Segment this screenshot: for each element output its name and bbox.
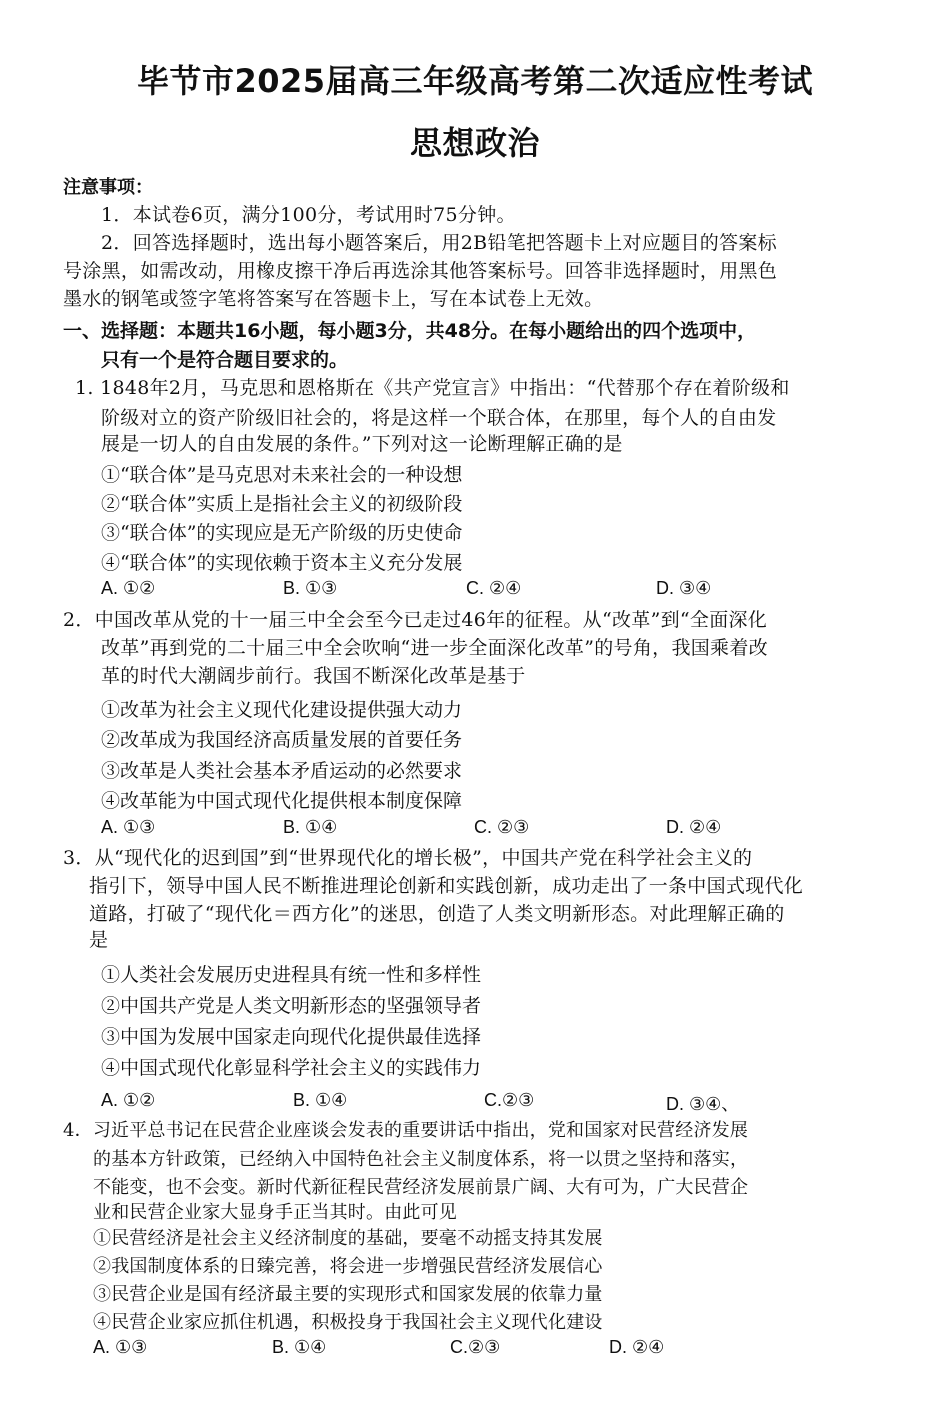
choice-d: D. ③④ bbox=[656, 578, 712, 598]
choice-d: D. ③④、 bbox=[666, 1094, 740, 1114]
statement-item: ③改革是人类社会基本矛盾运动的必然要求 bbox=[101, 760, 463, 782]
statement-item: ②我国制度体系的日臻完善，将会进一步增强民营经济发展信心 bbox=[93, 1256, 603, 1277]
question-stem: 不能变，也不会变。新时代新征程民营经济发展前景广阔、大有可为，广大民营企 bbox=[93, 1177, 749, 1198]
statement-item: ④民营企业家应抓住机遇，积极投身于我国社会主义现代化建设 bbox=[93, 1312, 603, 1333]
choice-b: B. ①③ bbox=[283, 578, 338, 598]
question-stem: 道路，打破了“现代化＝西方化”的迷思，创造了人类文明新形态。对此理解正确的 bbox=[89, 903, 785, 925]
choice-a: A. ①③ bbox=[93, 1337, 148, 1357]
choice-b: B. ①④ bbox=[272, 1337, 327, 1357]
notice-line: 墨水的钢笔或签字笔将答案写在答题卡上，写在本试卷上无效。 bbox=[63, 288, 604, 310]
choice-a: A. ①② bbox=[101, 578, 156, 598]
choice-d: D. ②④ bbox=[609, 1337, 665, 1357]
subject-title: 思想政治 bbox=[409, 124, 540, 162]
question-stem: 业和民营企业家大显身手正当其时。由此可见 bbox=[93, 1202, 457, 1223]
notice-heading: 注意事项： bbox=[63, 177, 153, 198]
question-stem: 是 bbox=[89, 929, 109, 951]
question-stem: 的基本方针政策，已经纳入中国特色社会主义制度体系，将一以贯之坚持和落实， bbox=[93, 1149, 749, 1170]
statement-item: ④中国式现代化彰显科学社会主义的实践伟力 bbox=[101, 1057, 482, 1079]
exam-title: 毕节市2025届高三年级高考第二次适应性考试 bbox=[136, 62, 814, 100]
question-stem: 阶级对立的资产阶级旧社会的，将是这样一个联合体，在那里，每个人的自由发 bbox=[101, 407, 777, 429]
choice-b: B. ①④ bbox=[283, 817, 338, 837]
notice-line: 号涂黑，如需改动，用橡皮擦干净后再选涂其他答案标号。回答非选择题时，用黑色 bbox=[63, 260, 778, 282]
choice-a: A. ①② bbox=[101, 1090, 156, 1110]
choice-c: C.②③ bbox=[450, 1337, 501, 1357]
statement-item: ③中国为发展中国家走向现代化提供最佳选择 bbox=[101, 1026, 482, 1048]
choice-c: C. ②④ bbox=[466, 578, 522, 598]
question-stem: 指引下，领导中国人民不断推进理论创新和实践创新，成功走出了一条中国式现代化 bbox=[89, 875, 804, 897]
section-heading: 一、选择题：本题共16小题，每小题3分，共48分。在每小题给出的四个选项中， bbox=[63, 320, 757, 342]
question-stem: 改革”再到党的二十届三中全会吹响“进一步全面深化改革”的号角，我国乘着改 bbox=[101, 637, 768, 659]
choice-c: C.②③ bbox=[484, 1090, 535, 1110]
statement-item: ①民营经济是社会主义经济制度的基础，要毫不动摇支持其发展 bbox=[93, 1228, 603, 1249]
statement-item: ②中国共产党是人类文明新形态的坚强领导者 bbox=[101, 995, 482, 1017]
question-stem: 4．习近平总书记在民营企业座谈会发表的重要讲话中指出，党和国家对民营经济发展 bbox=[63, 1120, 749, 1141]
statement-item: ④改革能为中国式现代化提供根本制度保障 bbox=[101, 790, 463, 812]
question-stem: 展是一切人的自由发展的条件。”下列对这一论断理解正确的是 bbox=[101, 433, 623, 455]
statement-item: ③“联合体”的实现应是无产阶级的历史使命 bbox=[101, 522, 463, 544]
statement-item: ①“联合体”是马克思对未来社会的一种设想 bbox=[101, 464, 463, 486]
choice-b: B. ①④ bbox=[293, 1090, 348, 1110]
question-stem: 1. 1848年2月，马克思和恩格斯在《共产党宣言》中指出：“代替那个存在着阶级和 bbox=[75, 377, 790, 399]
question-stem: 2．中国改革从党的十一届三中全会至今已走过46年的征程。从“改革”到“全面深化 bbox=[63, 609, 768, 631]
choice-a: A. ①③ bbox=[101, 817, 156, 837]
notice-line: 2．回答选择题时，选出每小题答案后，用2B铅笔把答题卡上对应题目的答案标 bbox=[101, 232, 777, 254]
question-stem: 革的时代大潮阔步前行。我国不断深化改革是基于 bbox=[101, 665, 526, 687]
statement-item: ①人类社会发展历史进程具有统一性和多样性 bbox=[101, 964, 482, 986]
question-stem: 3．从“现代化的迟到国”到“世界现代化的增长极”，中国共产党在科学社会主义的 bbox=[63, 847, 753, 869]
section-heading-cont: 只有一个是符合题目要求的。 bbox=[101, 349, 349, 371]
statement-item: ③民营企业是国有经济最主要的实现形式和国家发展的依靠力量 bbox=[93, 1284, 603, 1305]
choice-d: D. ②④ bbox=[666, 817, 722, 837]
choice-c: C. ②③ bbox=[474, 817, 530, 837]
notice-line: 1．本试卷6页，满分100分，考试用时75分钟。 bbox=[101, 204, 516, 226]
statement-item: ②“联合体”实质上是指社会主义的初级阶段 bbox=[101, 493, 463, 515]
statement-item: ②改革成为我国经济高质量发展的首要任务 bbox=[101, 729, 463, 751]
statement-item: ④“联合体”的实现依赖于资本主义充分发展 bbox=[101, 552, 463, 574]
statement-item: ①改革为社会主义现代化建设提供强大动力 bbox=[101, 699, 463, 721]
